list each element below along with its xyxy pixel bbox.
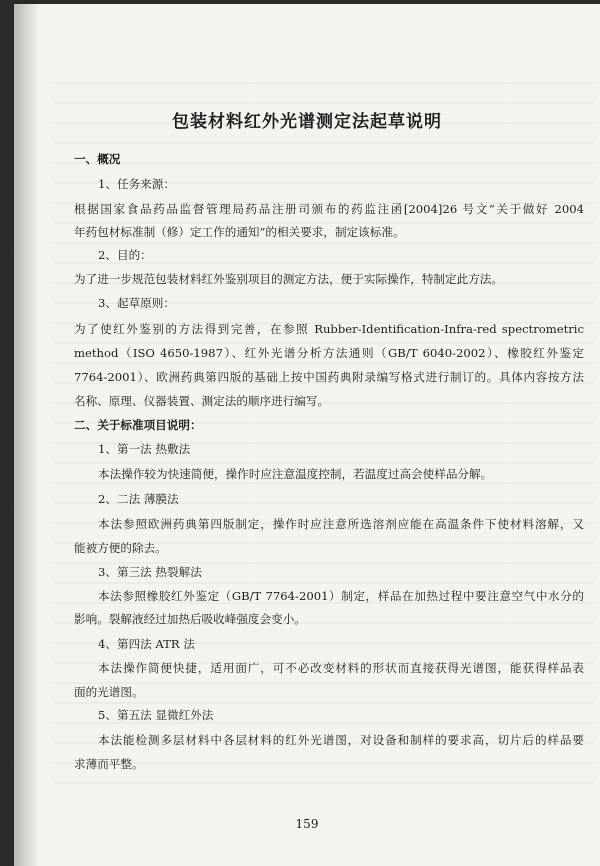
page-number: 159 (295, 817, 319, 831)
method5-line-1: 本法能检测多层材料中各层材料的红外光谱图，对设备和制样的要求高，切片后的样品要 (98, 733, 584, 747)
method2-label: 2、二法 薄膜法 (98, 492, 179, 506)
method2-line-2: 能被方便的除去。 (74, 541, 167, 555)
task-source-label: 1、任务来源： (98, 177, 175, 191)
document-title: 包装材料红外光谱测定法起草说明 (172, 112, 442, 132)
task-source-line-2: 年药包材标准制（修）定工作的通知”的相关要求，制定该标准。 (74, 225, 405, 239)
method3-label: 3、第三法 热裂解法 (98, 565, 202, 579)
method1-label: 1、第一法 热敷法 (98, 442, 191, 456)
method5-label: 5、第五法 显微红外法 (98, 708, 214, 722)
principle-line-2: method（ISO 4650-1987）、红外光谱分析方法通则（GB/T 6040-2002）、橡胶红外鉴定 (74, 346, 584, 360)
method5-line-2: 求薄而平整。 (74, 757, 144, 771)
method3-line-2: 影响。裂解液经过加热后吸收峰强度会变小。 (74, 612, 306, 626)
principle-line-1: 为了使红外鉴别的方法得到完善，在参照 Rubber-Identification-Infra-red spectrometric (74, 322, 584, 336)
principle-line-4: 名称、原理、仪器装置、测定法的顺序进行编写。 (74, 394, 330, 408)
principle-label: 3、起草原则： (98, 296, 175, 310)
task-source-line-1: 根据国家食品药品监督管理局药品注册司颁布的药监注函[2004]26 号文“关于做好 2004 (74, 202, 584, 216)
section-items-heading: 二、关于标准项目说明： (74, 418, 202, 432)
purpose-label: 2、目的： (98, 248, 152, 262)
method2-line-1: 本法参照欧洲药典第四版制定，操作时应注意所选溶剂应能在高温条件下使材料溶解，又 (98, 517, 584, 531)
page-spine-shadow (14, 4, 38, 866)
method1-line-1: 本法操作较为快速简便，操作时应注意温度控制，若温度过高会使样品分解。 (98, 467, 493, 481)
section-overview-heading: 一、概况 (74, 152, 121, 166)
method4-line-1: 本法操作简便快捷，适用面广，可不必改变材料的形状而直接获得光谱图，能获得样品表 (98, 661, 584, 675)
method4-line-2: 面的光谱图。 (74, 685, 144, 699)
principle-line-3: 7764-2001）、欧洲药典第四版的基础上按中国药典附录编写格式进行制订的。具体内容按方法 (74, 370, 584, 384)
purpose-line-1: 为了进一步规范包装材料红外鉴别项目的测定方法，便于实际操作，特制定此方法。 (74, 272, 503, 286)
method4-label: 4、第四法 ATR 法 (98, 637, 195, 651)
document-page (14, 4, 600, 866)
method3-line-1: 本法参照橡胶红外鉴定（GB/T 7764-2001）制定，样品在加热过程中要注意空气中水分的 (98, 589, 584, 603)
